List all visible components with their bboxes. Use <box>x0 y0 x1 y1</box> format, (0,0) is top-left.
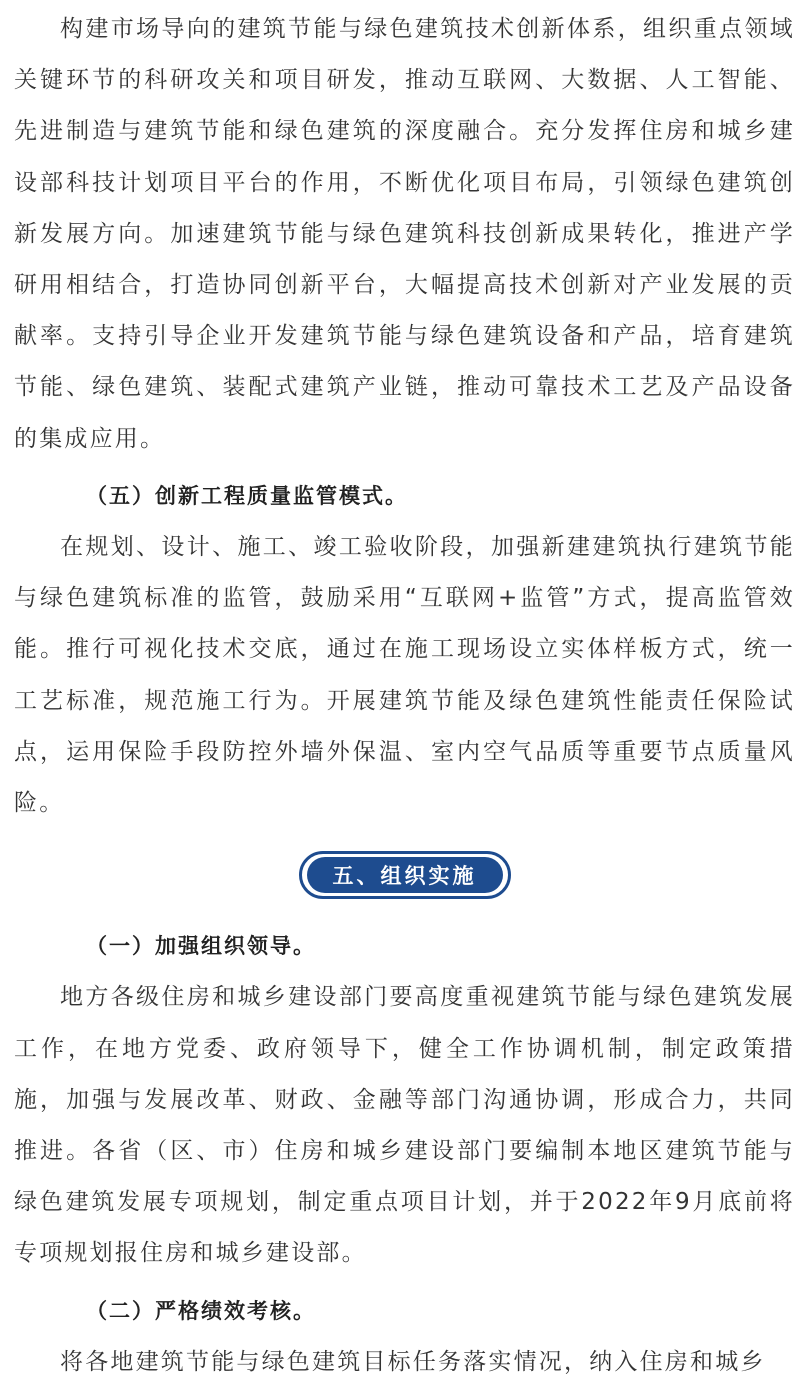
body-paragraph-innovation: 构建市场导向的建筑节能与绿色建筑技术创新体系，组织重点领域关键环节的科研攻关和项目研发，推动互联网、大数据、人工智能、先进制造与建筑节能和绿色建筑的深度融合。充分发挥住房和城乡建设部科技计划项目平台的作用，不断优化项目布局，引领绿色建筑创新发展方向。加速建筑节能与绿色建筑科技创新成果转化，推进产学研用相结合，打造协同创新平台，大幅提高技术创新对产业发展的贡献率。支持引导企业开发建筑节能与绿色建筑设备和产品，培育建筑节能、绿色建筑、装配式建筑产业链，推动可靠技术工艺及产品设备的集成应用。 <box>14 16 795 452</box>
section-title: 五、组织实施 <box>307 857 503 893</box>
section-title-badge <box>299 851 511 899</box>
subheading-performance-assessment: （二）严格绩效考核。 <box>86 1298 316 1323</box>
subheading-quality-supervision: （五）创新工程质量监管模式。 <box>86 483 408 508</box>
subheading-organization-leadership: （一）加强组织领导。 <box>86 934 316 959</box>
body-paragraph-performance-assessment: 将各地建筑节能与绿色建筑目标任务落实情况，纳入住房和城乡 <box>60 1348 766 1375</box>
body-paragraph-organization-leadership: 地方各级住房和城乡建设部门要高度重视建筑节能与绿色建筑发展工作，在地方党委、政府领导下，健全工作协调机制，制定政策措施，加强与发展改革、财政、金融等部门沟通协调，形成合力，共同推进。各省（区、市）住房和城乡建设部门要编制本地区建筑节能与绿色建筑发展专项规划，制定重点项目计划，并于2022年9月底前将专项规划报住房和城乡建设部。 <box>14 984 795 1267</box>
body-paragraph-quality-supervision: 在规划、设计、施工、竣工验收阶段，加强新建建筑执行建筑节能与绿色建筑标准的监管，鼓励采用“互联网+监管”方式，提高监管效能。推行可视化技术交底，通过在施工现场设立实体样板方式，统一工艺标准，规范施工行为。开展建筑节能及绿色建筑性能责任保险试点，运用保险手段防控外墙外保温、室内空气品质等重要节点质量风险。 <box>14 534 795 817</box>
section-header <box>14 839 795 911</box>
